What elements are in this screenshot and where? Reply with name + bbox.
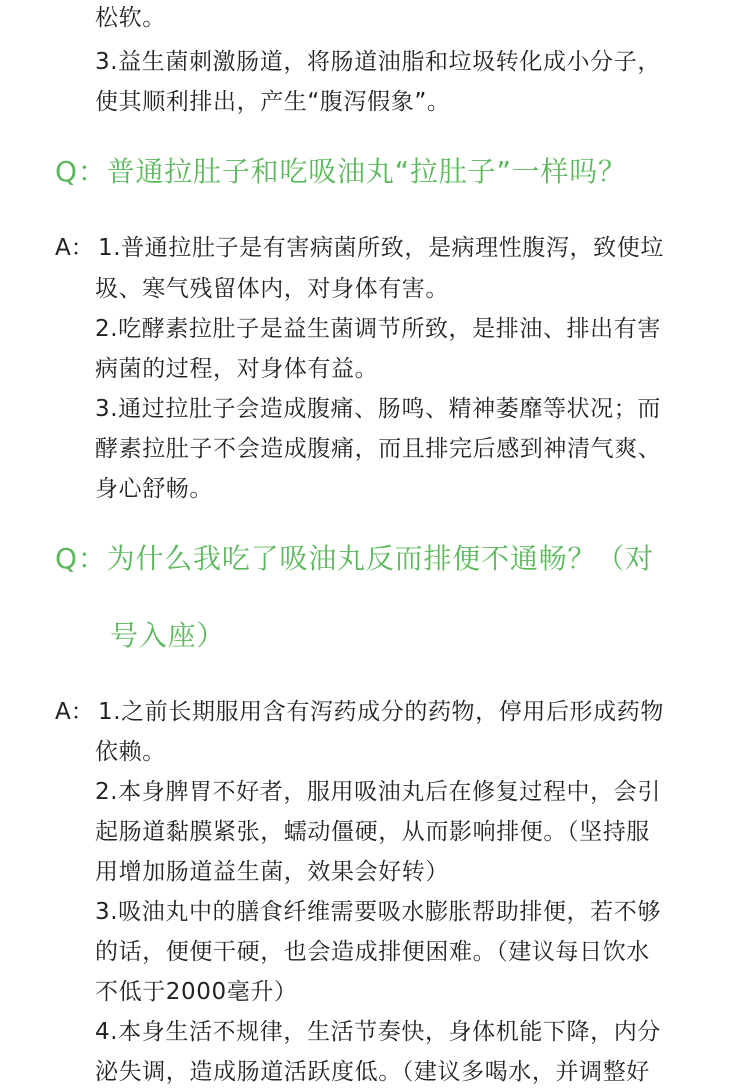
question-heading: Q：普通拉肚子和吃吸油丸“拉肚子”一样吗？: [55, 155, 627, 188]
intro-line: 松软。: [95, 5, 166, 31]
answer-line: 1.之前长期服用含有泻药成分的药物，停用后形成药物: [98, 699, 664, 725]
answer-line: 用增加肠道益生菌，效果会好转）: [95, 859, 449, 885]
answer-line: 的话，便便干硬，也会造成排便困难。（建议每日饮水: [95, 939, 650, 965]
intro-line: 3.益生菌刺激肠道，将肠道油脂和垃圾转化成小分子，: [95, 49, 661, 75]
question-heading: Q：为什么我吃了吸油丸反而排便不通畅？（对: [55, 542, 654, 575]
answer-line: 不低于2000毫升）: [95, 979, 298, 1005]
answer-line: 身心舒畅。: [95, 476, 213, 502]
answer-line: 圾、寒气残留体内，对身体有害。: [95, 276, 449, 302]
answer-line: 泌失调，造成肠道活跃度低。（建议多喝水，并调整好: [95, 1059, 650, 1085]
answer-line: 酵素拉肚子不会造成腹痛，而且排完后感到神清气爽、: [95, 436, 662, 462]
answer-line: 3.吸油丸中的膳食纤维需要吸水膨胀帮助排便，若不够: [95, 899, 661, 925]
answer-label: A：: [55, 235, 94, 261]
answer-line: 病菌的过程，对身体有益。: [95, 356, 379, 382]
answer-line: 2.吃酵素拉肚子是益生菌调节所致，是排油、排出有害: [95, 316, 661, 342]
answer-label: A：: [55, 699, 94, 725]
answer-line: 3.通过拉肚子会造成腹痛、肠鸣、精神萎靡等状况；而: [95, 396, 661, 422]
answer-line: 1.普通拉肚子是有害病菌所致，是病理性腹泻，致使垃: [98, 235, 664, 261]
answer-line: 依赖。: [95, 739, 166, 765]
intro-line: 使其顺利排出，产生“腹泻假象”。: [95, 89, 451, 115]
question-heading-continued: 号入座）: [110, 619, 226, 652]
answer-line: 2.本身脾胃不好者，服用吸油丸后在修复过程中，会引: [95, 779, 661, 805]
answer-line: 4.本身生活不规律，生活节奏快，身体机能下降，内分: [95, 1019, 661, 1045]
answer-line: 起肠道黏膜紧张，蠕动僵硬，从而影响排便。（坚持服: [95, 819, 650, 845]
